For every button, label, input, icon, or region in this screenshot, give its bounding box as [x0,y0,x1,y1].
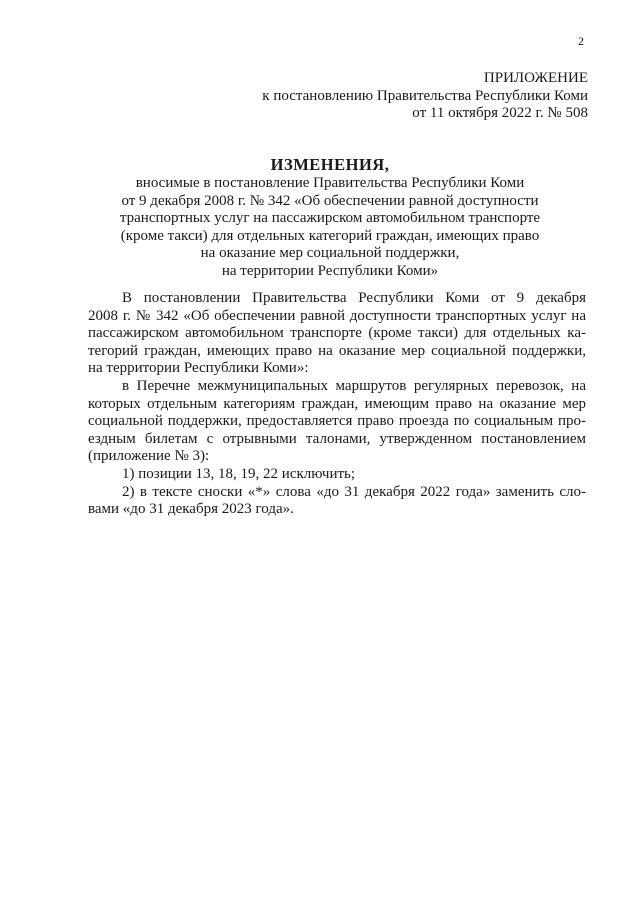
text-line: (приложение № 3): [88,448,210,465]
list-item-1 [88,466,586,484]
appendix-date: от 11 октября 2022 г. № 508 [412,105,588,121]
paragraph-intro [88,290,586,378]
appendix-reference: к постановлению Правительства Республики Коми [262,87,588,104]
heading-line: от 9 декабря 2008 г. № 342 «Об обеспечении равной доступности [121,192,539,209]
heading-line: (кроме такси) для отдельных категорий граждан, имеющих право [120,227,540,244]
list-item-2 [88,484,586,519]
text-line: вами «до 31 декабря 2023 года». [88,501,294,518]
heading-line: на оказание мер социальной поддержки, [200,245,460,262]
text-line: ездным билетам с отрывными талонами, утвержденном постановлением [88,430,586,447]
text-line: тегорий граждан, имеющих право на оказание мер социальной поддержки, [88,342,586,359]
paragraph-list-intro [88,378,586,466]
heading-title: ИЗМЕНЕНИЯ, [270,155,390,174]
text-line: пассажирском автомобильном транспорте (кроме такси) для отдельных ка- [88,325,586,342]
page-number: 2 [578,34,584,48]
heading-line: вносимые в постановление Правительства Республики Коми [135,175,525,191]
text-line: 2008 г. № 342 «Об обеспечении равной доступности транспортных услуг на [88,307,586,324]
appendix-block [208,70,588,123]
text-line: социальной поддержки, предоставляется право проезда по социальным про- [88,413,586,430]
appendix-title: ПРИЛОЖЕНИЕ [483,70,588,86]
heading-line: транспортных услуг на пассажирском автомобильном транспорте [119,210,541,227]
text-line: в Перечне межмуниципальных маршрутов регулярных перевозок, на [122,377,586,394]
text-line: которых отдельным категориям граждан, имеющим право на оказание мер [88,395,586,412]
text-line: 2) в тексте сноски «*» слова «до 31 декабря 2022 года» заменить сло- [122,483,586,500]
document-body [88,290,586,519]
text-line: В постановлении Правительства Республики Коми от 9 декабря [122,290,586,306]
heading-line: на территории Республики Коми» [221,262,439,279]
text-line: на территории Республики Коми»: [88,360,309,377]
document-heading [80,155,580,281]
text-line: 1) позиции 13, 18, 19, 22 исключить; [122,465,356,482]
